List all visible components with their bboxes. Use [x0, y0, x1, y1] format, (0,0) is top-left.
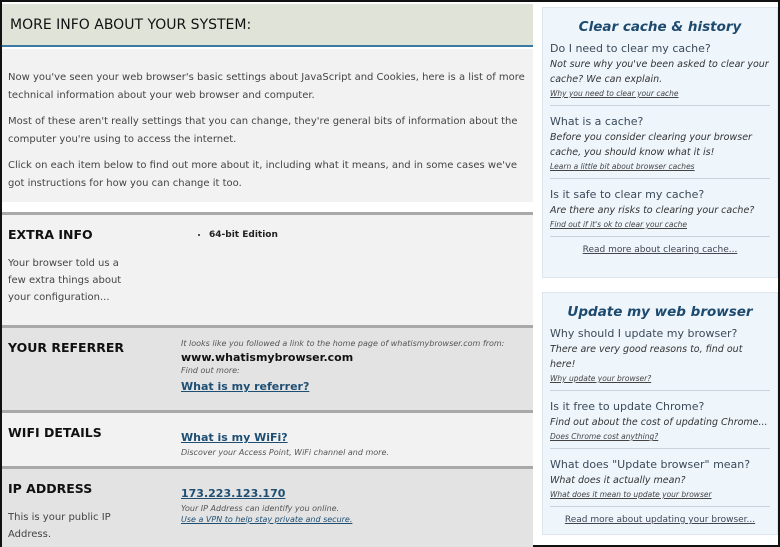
section-header — [2, 4, 533, 47]
item-link[interactable]: What does it mean to update your browser — [550, 490, 712, 499]
answer: What does it actually mean? — [550, 475, 686, 486]
clear-cache-box — [542, 7, 778, 278]
list-item — [550, 187, 770, 237]
question: Do I need to clear my cache? — [550, 42, 711, 55]
ip-note: Your IP Address can identify you online. — [181, 504, 340, 513]
answer: Are there any risks to clearing your cache? — [550, 205, 755, 216]
read-more-cache-link[interactable]: Read more about clearing cache... — [582, 245, 738, 255]
list-item — [550, 457, 770, 507]
ip-address-link[interactable]: 173.223.123.170 — [181, 487, 286, 500]
box-title: Update my web browser — [567, 304, 753, 320]
extra-info-list — [209, 230, 278, 240]
referrer-content — [181, 339, 504, 394]
wifi-section — [2, 410, 533, 466]
answer: There are very good reasons to, find out here! — [550, 344, 743, 370]
list-item — [550, 114, 770, 179]
item-link[interactable]: Find out if it's ok to clear your cache — [550, 220, 688, 229]
question: Why should I update my browser? — [550, 327, 738, 340]
answer: Find out about the cost of updating Chrome... — [550, 417, 768, 428]
box-title: Clear cache & history — [578, 19, 742, 35]
find-out-more-label: Find out more: — [181, 366, 240, 375]
intro-text — [2, 49, 533, 202]
main-content — [2, 2, 533, 547]
ip-title: IP ADDRESS — [8, 481, 93, 496]
extra-info-section — [2, 212, 533, 325]
answer: Before you consider clearing your browser cache, you should know what it is! — [550, 132, 752, 158]
intro-paragraph: Click on each item below to find out more about it, including what it means, and in some cases we've got instructions for how you can change it too. — [8, 160, 518, 189]
question: Is it free to update Chrome? — [550, 400, 705, 413]
what-is-my-wifi-link[interactable]: What is my WiFi? — [181, 431, 288, 444]
item-link[interactable]: Does Chrome cost anything? — [550, 432, 659, 441]
item-link[interactable]: Why you need to clear your cache — [550, 89, 679, 98]
extra-info-item: • 64-bit Edition — [209, 230, 278, 240]
item-link[interactable]: Learn a little bit about browser caches — [550, 162, 695, 171]
intro-paragraph: Most of these aren't really settings that you can change, they're general bits of information about the computer you're using to access the internet. — [8, 116, 518, 145]
intro-paragraph: Now you've seen your web browser's basic settings about JavaScript and Cookies, here is a list of more technical information about your web browser and computer. — [8, 72, 525, 101]
referrer-title: YOUR REFERRER — [8, 340, 125, 355]
item-link[interactable]: Why update your browser? — [550, 374, 652, 383]
referrer-value: www.whatismybrowser.com — [181, 351, 354, 364]
list-item — [550, 41, 770, 106]
wifi-title: WIFI DETAILS — [8, 425, 102, 440]
vpn-link[interactable]: Use a VPN to help stay private and secure. — [181, 515, 353, 524]
referrer-intro: It looks like you followed a link to the home page of whatismybrowser.com from: — [181, 339, 505, 348]
ip-content — [181, 482, 352, 524]
extra-info-title: EXTRA INFO — [8, 227, 93, 242]
read-more-update-link[interactable]: Read more about updating your browser... — [564, 515, 756, 525]
question: What does "Update browser" mean? — [550, 458, 751, 471]
extra-info-desc: Your browser told us a few extra things about your configuration... — [8, 258, 122, 303]
answer: Not sure why you've been asked to clear your cache? We can explain. — [550, 59, 769, 85]
question: What is a cache? — [550, 115, 644, 128]
page-title: MORE INFO ABOUT YOUR SYSTEM: — [10, 17, 252, 33]
update-browser-box — [542, 292, 778, 535]
wifi-content — [181, 426, 389, 457]
referrer-section — [2, 325, 533, 410]
what-is-my-referrer-link[interactable]: What is my referrer? — [181, 380, 310, 393]
ip-section — [2, 466, 533, 547]
list-item — [550, 326, 770, 391]
question: Is it safe to clear my cache? — [550, 188, 705, 201]
ip-desc: This is your public IP Address. — [8, 512, 111, 540]
wifi-desc: Discover your Access Point, WiFi channel and more. — [181, 448, 389, 457]
list-item — [550, 399, 770, 449]
